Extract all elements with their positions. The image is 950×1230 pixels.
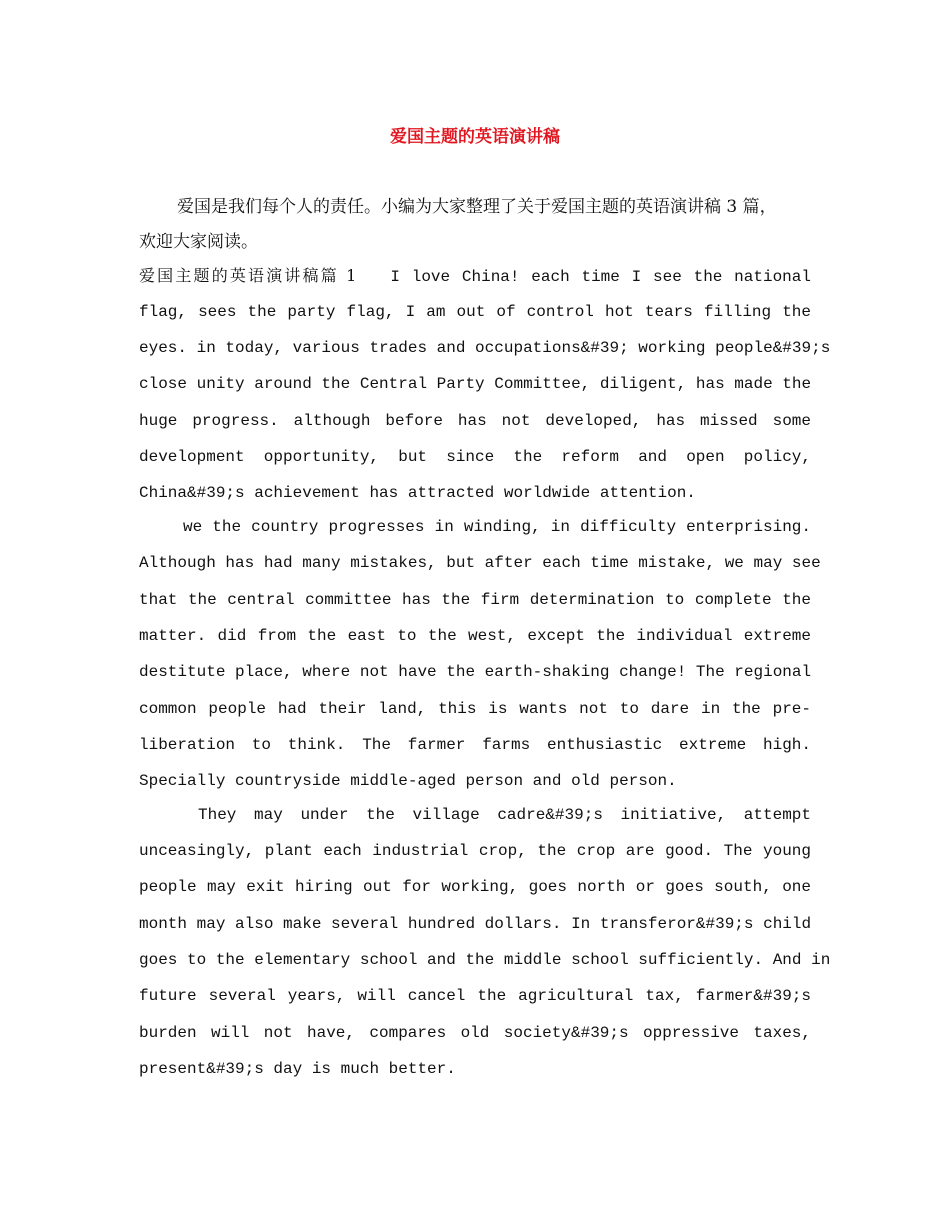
paragraph-2-line: we the country progresses in winding, in difficulty enterprising. bbox=[183, 518, 811, 536]
paragraph-2-line: liberation to think. The farmer farms enthusiastic extreme high. bbox=[139, 736, 811, 754]
paragraph-2-line: common people had their land, this is wants not to dare in the pre- bbox=[139, 700, 811, 718]
paragraph-3-line: future several years, will cancel the agricultural tax, farmer&#39;s bbox=[139, 987, 811, 1005]
paragraph-3-line: month may also make several hundred dollars. In transferor&#39;s child bbox=[139, 915, 812, 933]
paragraph-3-line: people may exit hiring out for working, goes north or goes south, one bbox=[139, 878, 811, 896]
paragraph-2-line: that the central committee has the firm determination to complete the bbox=[139, 591, 811, 609]
paragraph-2-line: destitute place, where not have the earth-shaking change! The regional bbox=[139, 663, 812, 681]
section-heading: 爱国主题的英语演讲稿篇 1 bbox=[139, 266, 357, 285]
paragraph-3-line: present&#39;s day is much better. bbox=[139, 1060, 456, 1078]
paragraph-3-line: burden will not have, compares old society&#39;s oppressive taxes, bbox=[139, 1024, 811, 1042]
paragraph-1-text: I love China! each time I see the national bbox=[390, 268, 811, 286]
paragraph-3-line: They may under the village cadre&#39;s initiative, attempt bbox=[198, 806, 811, 824]
paragraph-1-line: China&#39;s achievement has attracted worldwide attention. bbox=[139, 484, 696, 502]
paragraph-2-line: Although has had many mistakes, but after each time mistake, we may see bbox=[139, 554, 821, 572]
intro-line-1: 爱国是我们每个人的责任。小编为大家整理了关于爱国主题的英语演讲稿 3 篇， bbox=[177, 197, 777, 217]
paragraph-1-line bbox=[139, 258, 811, 294]
paragraph-3-line: unceasingly, plant each industrial crop, the crop are good. The young bbox=[139, 842, 811, 860]
paragraph-1-line: close unity around the Central Party Committee, diligent, has made the bbox=[139, 375, 812, 393]
paragraph-1-line: flag, sees the party flag, I am out of control hot tears filling the bbox=[139, 303, 811, 321]
paragraph-1-line: huge progress. although before has not developed, has missed some bbox=[139, 412, 811, 430]
paragraph-2-line: Specially countryside middle-aged person and old person. bbox=[139, 772, 677, 790]
paragraph-2-line: matter. did from the east to the west, except the individual extreme bbox=[139, 627, 811, 645]
document-title: 爱国主题的英语演讲稿 bbox=[390, 127, 560, 147]
paragraph-3-line: goes to the elementary school and the middle school sufficiently. And in bbox=[139, 951, 831, 969]
paragraph-1-line: development opportunity, but since the reform and open policy, bbox=[139, 448, 811, 466]
paragraph-1-line: eyes. in today, various trades and occupations&#39; working people&#39;s bbox=[139, 339, 831, 357]
intro-line-2: 欢迎大家阅读。 bbox=[139, 232, 258, 252]
